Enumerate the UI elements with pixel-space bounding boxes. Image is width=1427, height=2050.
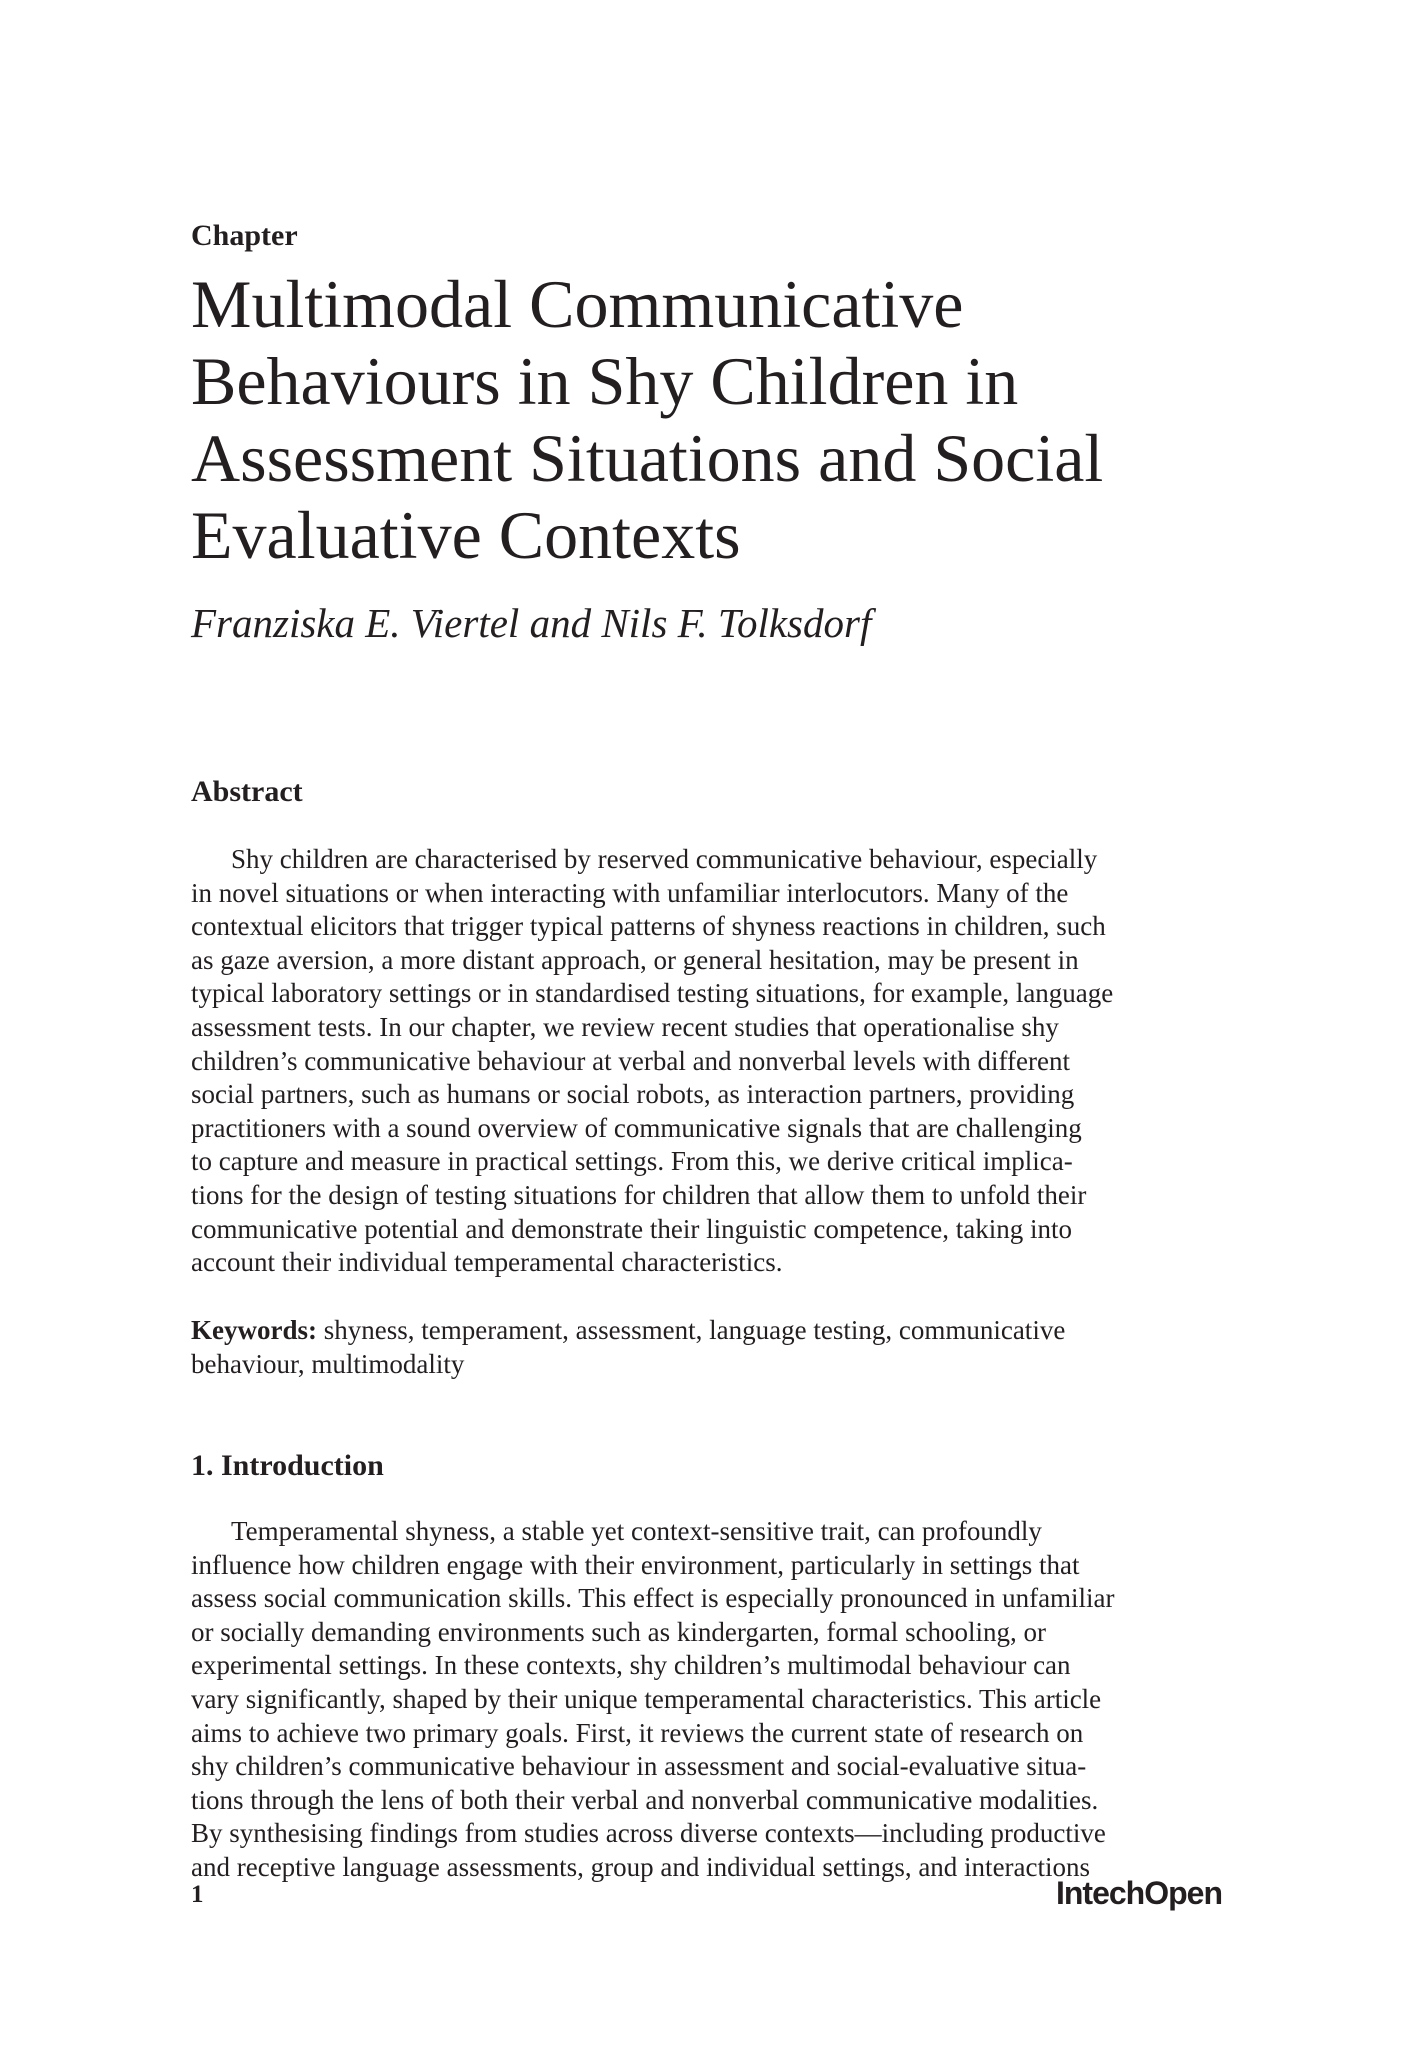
intro-line: or socially demanding environments such as kindergarten, formal schooling, or — [191, 1616, 1047, 1647]
keywords — [191, 1314, 1231, 1381]
keywords-line — [191, 1314, 1231, 1348]
intro-line: By synthesising findings from studies across diverse contexts—including productive — [191, 1818, 1106, 1849]
chapter-label: Chapter — [191, 219, 298, 252]
intro-line: influence how children engage with their environment, particularly in settings that — [191, 1549, 1080, 1580]
introduction-text — [191, 1515, 1231, 1885]
abstract-line: typical laboratory settings or in standardised testing situations, for example, language — [191, 978, 1114, 1009]
abstract-line: to capture and measure in practical settings. From this, we derive critical implica- — [191, 1146, 1073, 1177]
intro-line: aims to achieve two primary goals. First, it reviews the current state of research on — [191, 1717, 1084, 1748]
title-line: Behaviours in Shy Children in — [191, 343, 1019, 419]
title-line: Multimodal Communicative — [191, 266, 964, 342]
introduction-heading: 1. Introduction — [191, 1449, 384, 1482]
chapter-title — [191, 266, 1291, 574]
intro-line: Temperamental shyness, a stable yet context-sensitive trait, can profoundly — [231, 1516, 1042, 1546]
title-line: Evaluative Contexts — [191, 497, 741, 573]
abstract-line: in novel situations or when interacting with unfamiliar interlocutors. Many of the — [191, 877, 1069, 908]
abstract-line: Shy children are characterised by reserved communicative behaviour, especially — [231, 844, 1098, 874]
intro-line: experimental settings. In these contexts, shy children’s multimodal behaviour can — [191, 1650, 1071, 1681]
abstract-line: tions for the design of testing situations for children that allow them to unfold their — [191, 1179, 1087, 1210]
intro-line: vary significantly, shaped by their unique temperamental characteristics. This article — [191, 1683, 1102, 1714]
abstract-text — [191, 843, 1231, 1280]
intro-line: assess social communication skills. This effect is especially pronounced in unfamiliar — [191, 1583, 1115, 1614]
intro-line: and receptive language assessments, group and individual settings, and interactions — [191, 1851, 1091, 1882]
abstract-line: contextual elicitors that trigger typical patterns of shyness reactions in children, such — [191, 911, 1106, 942]
keywords-label: Keywords: — [191, 1315, 317, 1345]
abstract-heading: Abstract — [191, 775, 303, 808]
abstract-line: communicative potential and demonstrate their linguistic competence, taking into — [191, 1213, 1072, 1244]
abstract-line: practitioners with a sound overview of communicative signals that are challenging — [191, 1112, 1082, 1143]
abstract-line: children’s communicative behaviour at verbal and nonverbal levels with different — [191, 1045, 1070, 1076]
intro-line: shy children’s communicative behaviour in assessment and social-evaluative situa- — [191, 1751, 1087, 1782]
authors: Franziska E. Viertel and Nils F. Tolksdorf — [191, 600, 872, 646]
page-number: 1 — [191, 1881, 204, 1908]
abstract-line: account their individual temperamental characteristics. — [191, 1247, 783, 1278]
keywords-line: behaviour, multimodality — [191, 1348, 465, 1379]
title-line: Assessment Situations and Social — [191, 420, 1104, 496]
publisher-logo: IntechOpen — [1055, 1875, 1222, 1911]
intro-line: tions through the lens of both their verbal and nonverbal communicative modalities. — [191, 1784, 1099, 1815]
keywords-list: shyness, temperament, assessment, language testing, communicative — [316, 1315, 1066, 1345]
abstract-line: assessment tests. In our chapter, we review recent studies that operationalise shy — [191, 1011, 1059, 1042]
abstract-line: social partners, such as humans or social robots, as interaction partners, providing — [191, 1079, 1075, 1110]
abstract-line: as gaze aversion, a more distant approach, or general hesitation, may be present in — [191, 944, 1079, 975]
